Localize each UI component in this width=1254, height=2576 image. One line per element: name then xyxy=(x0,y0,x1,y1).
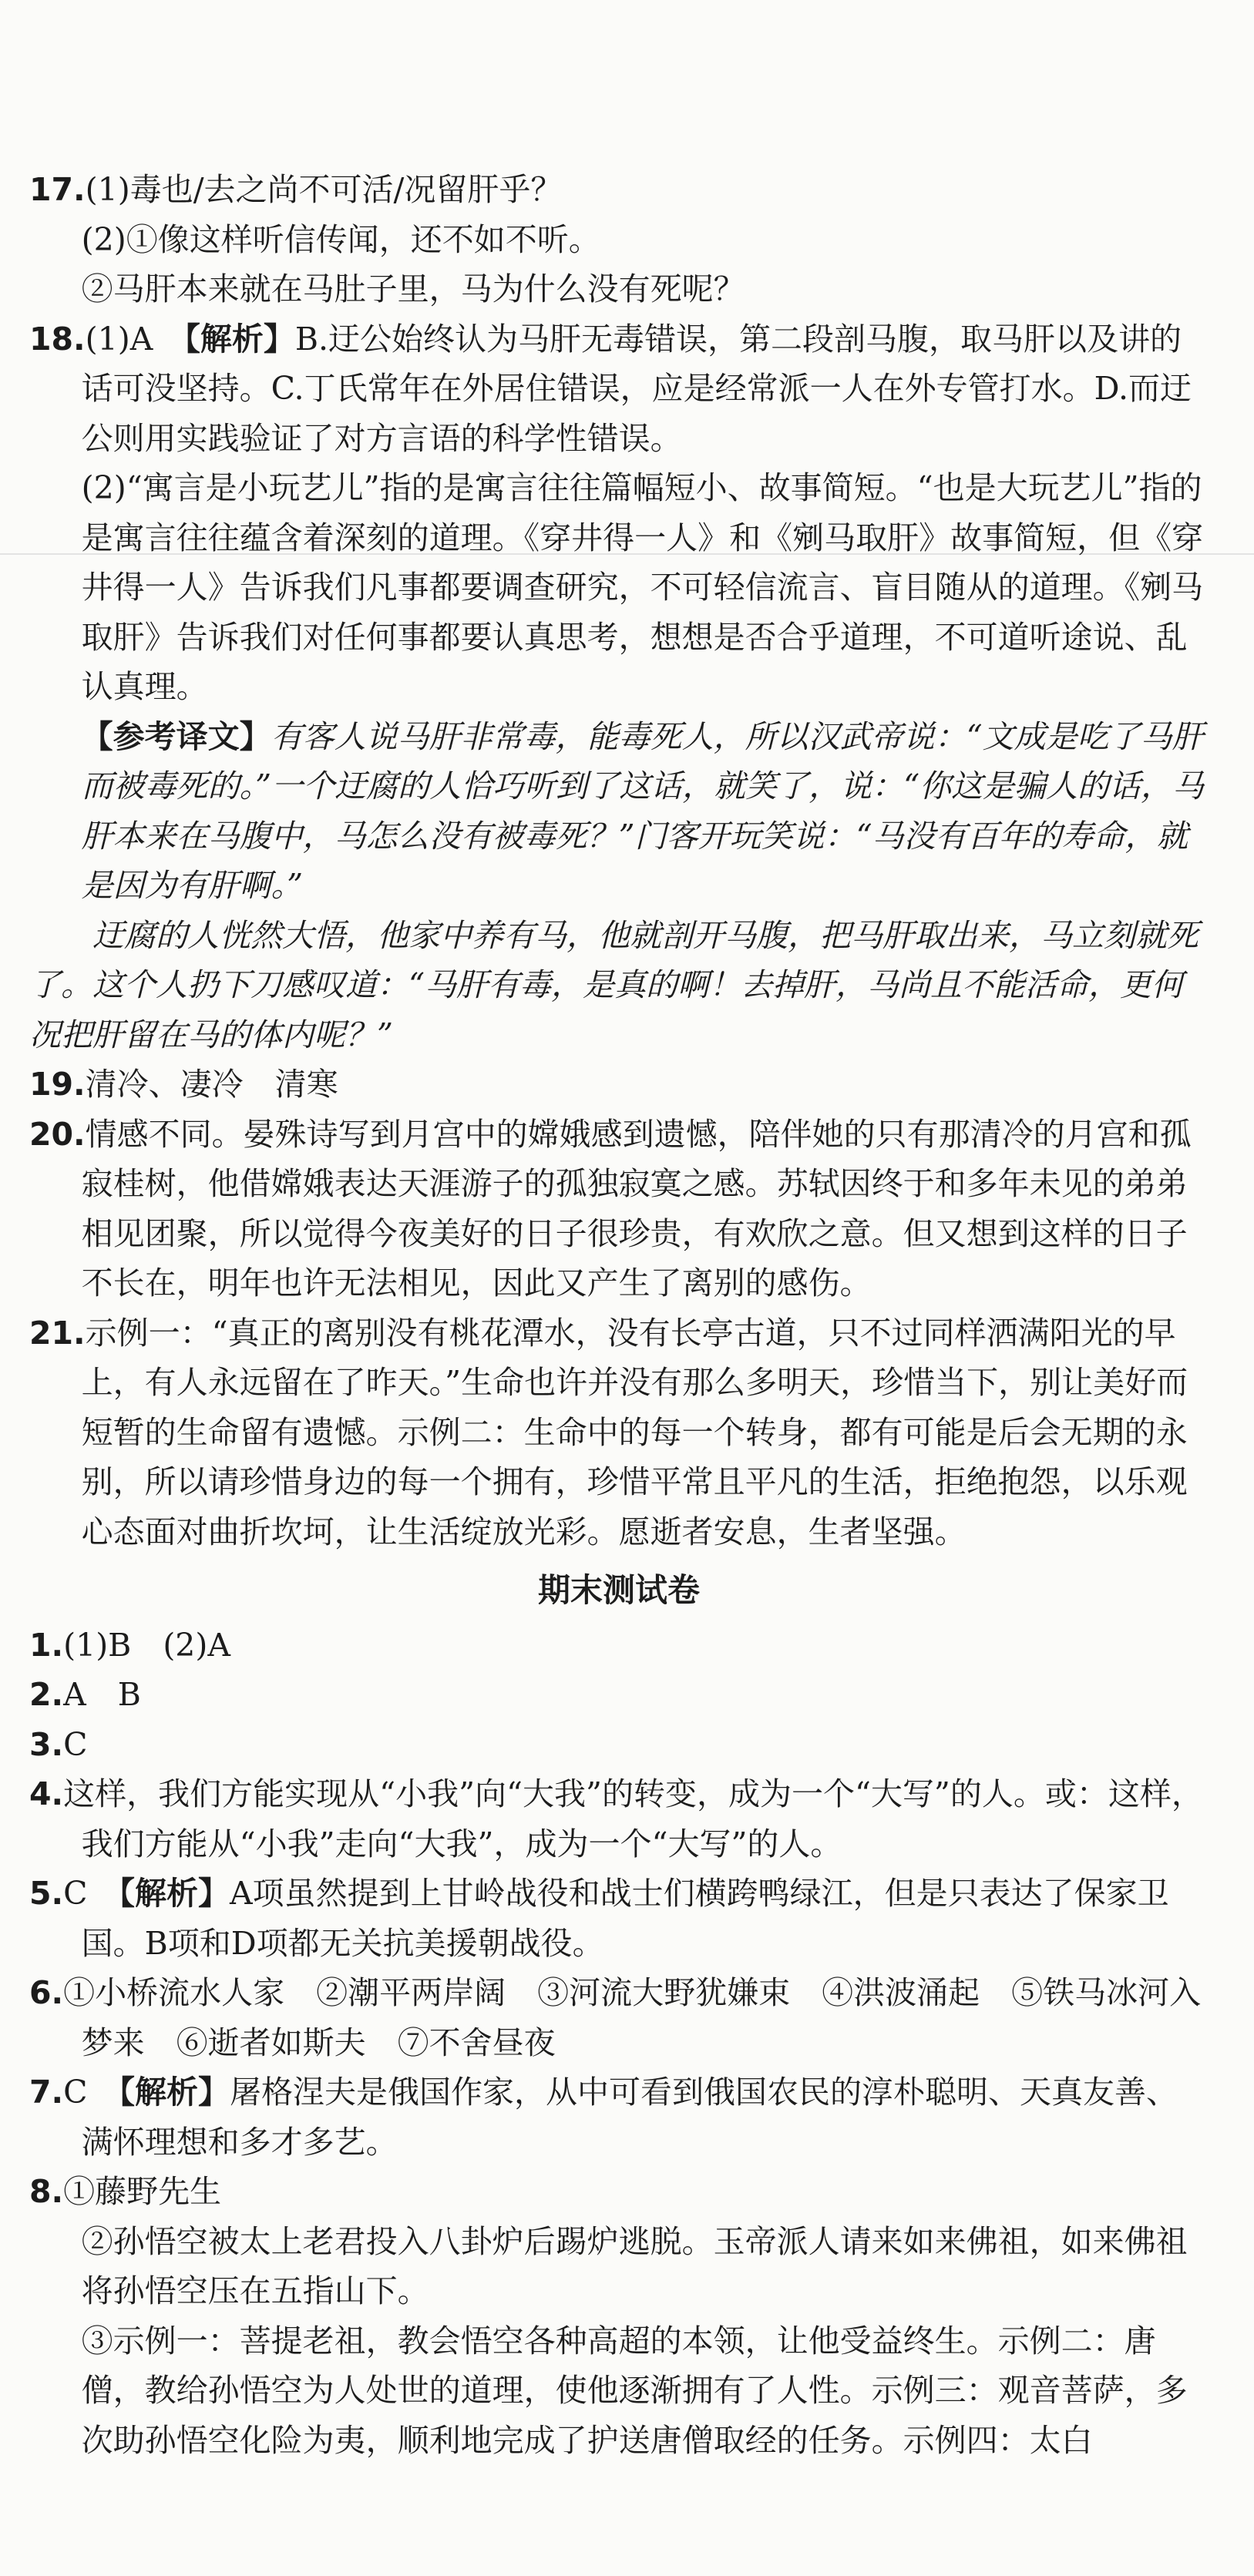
answer-text: C xyxy=(63,1725,88,1763)
answer-text: ①小桥流水人家 ②潮平两岸阔 ③河流大野犹嫌束 ④洪波涌起 ⑤铁马冰河入梦来 ⑥逝者如斯夫 ⑦不舍昼夜 xyxy=(63,1974,1202,2061)
final-answer-8-line2: ②孙悟空被太上老君投入八卦炉后踢炉逃脱。玉帝派人请来如来佛祖，如来佛祖将孙悟空压在五指山下。 xyxy=(81,2222,1188,2309)
answer-choice: C xyxy=(63,2074,119,2111)
question-number: 4. xyxy=(29,1775,64,1812)
answer-choice: (1)A xyxy=(85,320,185,358)
question-number: 21. xyxy=(29,1314,86,1352)
answer-text: A B xyxy=(63,1676,141,1713)
answer-19 xyxy=(29,1060,1209,1110)
translation-tag: 【参考译文】 xyxy=(81,717,271,755)
final-answer-8-line3: ③示例一：菩提老祖，教会悟空各种高超的本领，让他受益终生。示例二：唐僧，教给孙悟空为人处世的道理，使他逐渐拥有了人性。示例三：观音菩萨，多次助孙悟空化险为夷，顺利地完成了护送唐僧取经的任务。示例四：太白 xyxy=(81,2322,1188,2459)
answer-18-part2: (2)“寓言是小玩艺儿”指的是寓言往往篇幅短小、故事简短。“也是大玩艺儿”指的是寓言往往蕴含着深刻的道理。《穿井得一人》和《剜马取肝》故事简短，但《穿井得一人》告诉我们凡事都要调查研究，不可轻信流言、盲目随从的道理。《剜马取肝》告诉我们对任何事都要认真思考，想想是否合乎道理，不可道听途说、乱认真理。 xyxy=(81,469,1204,705)
question-number: 7. xyxy=(29,2074,64,2111)
translation-text: 有客人说马肝非常毒，能毒死人，所以汉武帝说：“文成是吃了马肝而被毒死的。”一个迂腐的人恰巧听到了这话，就笑了，说：“你这是骗人的话，马肝本来在马腹中，马怎么没有被毒死？”门客开玩笑说：“马没有百年的寿命，就是因为有肝啊。” xyxy=(81,717,1205,904)
answer-choice: C xyxy=(63,1875,119,1912)
final-answer-8 xyxy=(29,2167,1209,2217)
analysis-text: 屠格涅夫是俄国作家，从中可看到俄国农民的淳朴聪明、天真友善、满怀理想和多才多艺。 xyxy=(81,2074,1178,2161)
answer-18-part1 xyxy=(29,314,1209,464)
analysis-text: A项虽然提到上甘岭战役和战士们横跨鸭绿江，但是只表达了保家卫国。B项和D项都无关抗美援朝战役。 xyxy=(81,1875,1169,1962)
question-number: 8. xyxy=(29,2173,64,2210)
question-number: 6. xyxy=(29,1974,64,2011)
final-answer-6 xyxy=(29,1968,1209,2067)
answer-21 xyxy=(29,1308,1209,1557)
answer-text: 情感不同。晏殊诗写到月宫中的嫦娥感到遗憾，陪伴她的只有那清冷的月宫和孤寂桂树，他借嫦娥表达天涯游子的孤独寂寞之感。苏轼因终于和多年未见的弟弟相见团聚，所以觉得今夜美好的日子很珍贵，有欢欣之意。但又想到这样的日子不长在，明年也许无法相见，因此又产生了离别的感伤。 xyxy=(81,1115,1192,1301)
answer-text: (1)B (2)A xyxy=(63,1626,231,1664)
answer-text: 清冷、凄冷 清寒 xyxy=(85,1066,338,1103)
final-answer-7 xyxy=(29,2067,1209,2167)
final-answer-5 xyxy=(29,1869,1209,1968)
answer-17-line2: (2)①像这样听信传闻，还不如不听。 xyxy=(81,220,600,258)
answer-text: 示例一：“真正的离别没有桃花潭水，没有长亭古道，只不过同样洒满阳光的早上，有人永远留在了昨天。”生命也许并没有那么多明天，珍惜当下，别让美好而短暂的生命留有遗憾。示例二：生命中的每一个转身，都有可能是后会无期的永别，所以请珍惜身边的每一个拥有，珍惜平常且平凡的生活，拒绝抱怨，以乐观心态面对曲折坎坷，让生活绽放光彩。愿逝者安息，生者坚强。 xyxy=(81,1314,1188,1550)
translation-para-2: 迂腐的人恍然大悟，他家中养有马，他就剖开马腹，把马肝取出来，马立刻就死了。这个人扔下刀感叹道：“马肝有毒，是真的啊！去掉肝，马尚且不能活命，更何况把肝留在马的体内呢？” xyxy=(29,916,1199,1053)
question-number: 20. xyxy=(29,1115,86,1153)
analysis-text: B.迂公始终认为马肝无毒错误，第二段剖马腹，取马肝以及讲的话可没坚持。C.丁氏常年在外居住错误，应是经常派一人在外专管打水。D.而迂公则用实践验证了对方言语的科学性错误。 xyxy=(81,320,1192,457)
question-number: 5. xyxy=(29,1875,64,1912)
question-number: 18. xyxy=(29,320,86,358)
answer-text: ①藤野先生 xyxy=(63,2173,222,2210)
analysis-tag: 【解析】 xyxy=(119,2074,230,2111)
section-title: 期末测试卷 xyxy=(537,1571,700,1609)
final-answer-1 xyxy=(29,1620,1209,1671)
answer-17-line3: ②马肝本来就在马肚子里，马为什么没有死呢？ xyxy=(81,270,745,307)
final-answer-4 xyxy=(29,1769,1209,1869)
answer-text: (1)毒也/去之尚不可活/况留肝乎？ xyxy=(85,171,563,208)
analysis-tag: 【解析】 xyxy=(119,1875,230,1912)
question-number: 19. xyxy=(29,1066,86,1103)
answer-17 xyxy=(29,165,1209,215)
question-number: 2. xyxy=(29,1676,64,1713)
question-number: 3. xyxy=(29,1725,64,1763)
question-number: 1. xyxy=(29,1626,64,1664)
analysis-tag: 【解析】 xyxy=(184,320,295,358)
question-number: 17. xyxy=(29,171,86,208)
answer-20 xyxy=(29,1110,1209,1308)
final-answer-2 xyxy=(29,1670,1209,1720)
answer-page xyxy=(29,165,1209,2465)
translation-para-1 xyxy=(29,712,1209,911)
answer-text: 这样，我们方能实现从“小我”向“大我”的转变，成为一个“大写”的人。或：这样，我们方能从“小我”走向“大我”，成为一个“大写”的人。 xyxy=(63,1775,1203,1862)
final-answer-3 xyxy=(29,1720,1209,1770)
